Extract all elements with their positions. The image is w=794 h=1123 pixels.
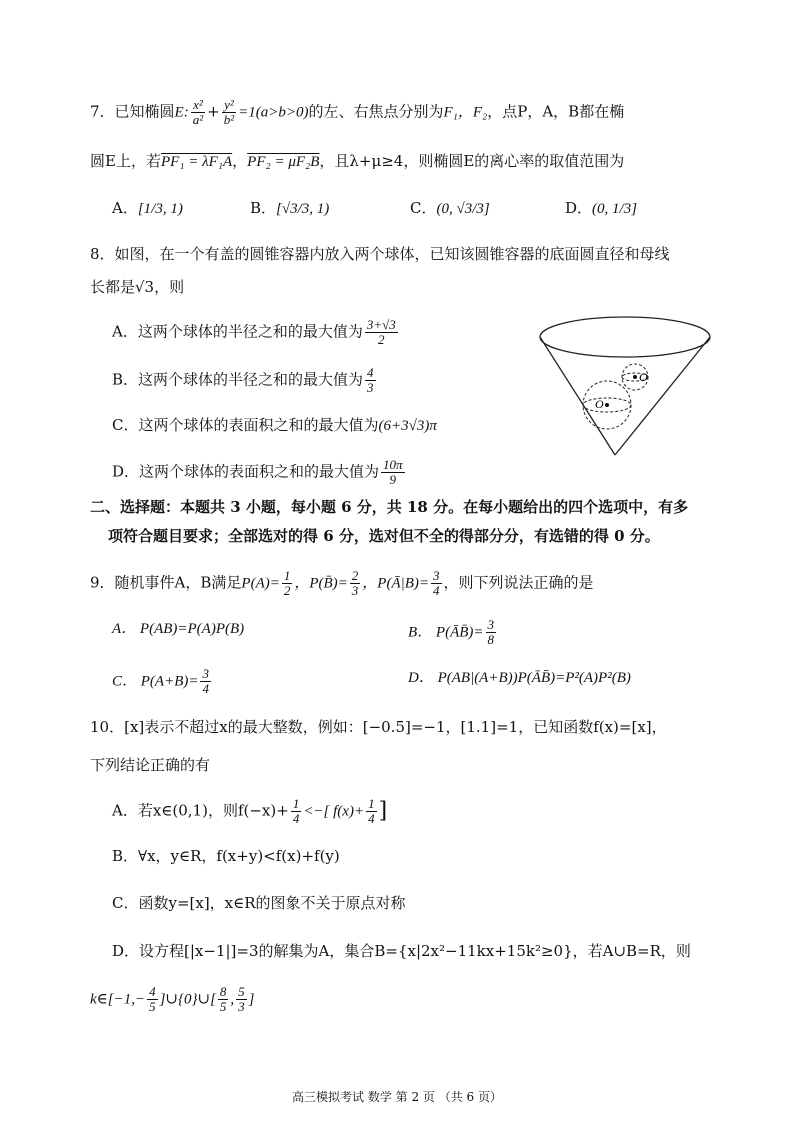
q7-text2: 的左、右焦点分别为 (308, 102, 444, 121)
q7-eq-rest: =1(a>b>0) (238, 104, 309, 121)
q10-option-d-line1: D．设方程[|x−1|]=3的解集为A，集合B={x|2x²−11kx+15k²≥0}，若A∪B=R，则 (112, 942, 691, 960)
q7-line1: 7．已知椭圆E: $\frac{\text{x²}}{\text{a²}}$ + $\frac{\text{y²}}{\text{b²}}$ =1(a>b>0)的左、右焦点分别为F₁，F₂，点P，A，B都在椭 (90, 97, 625, 127)
q7-option-c: C．(0, √3/3] (410, 199, 490, 217)
q7-frac-y: $\frac{\text{y²}}{\text{b²}}$ (223, 97, 235, 127)
q7-line2: 圆E上，若PF₁ = λF₁A，PF₂ = μF₂B，且λ+μ≥4，则椭圆E的离心率的取值范围为 (90, 152, 625, 170)
q9-stem: 9．随机事件A，B满足P(A)= $\frac{1}{2}$ ，P(B̄)= $\frac{2}{3}$ ，P(Ā|B)= $\frac{3}{4}$ ，则下列说法正确的是 (90, 568, 594, 598)
q8-line1: 8．如图，在一个有盖的圆锥容器内放入两个球体，已知该圆锥容器的底面圆直径和母线 (90, 245, 670, 263)
section2-line2: 项符合题目要求；全部选对的得 6 分，选对但不全的得部分分，有选错的得 0 分。 (108, 527, 660, 545)
q8-option-a: A．这两个球体的半径之和的最大值为 $\frac{3+√3}{2}$ (112, 317, 396, 347)
q10-line1: 10．[x]表示不超过x的最大整数，例如：[−0.5]=−1，[1.1]=1，已知函数f(x)=[x]， (90, 718, 667, 736)
q7-text5: ，且λ+μ≥4，则椭圆E的离心率的取值范围为 (319, 152, 625, 170)
label-o2: O (639, 370, 648, 384)
q7-text: 7．已知椭圆 (90, 102, 175, 121)
q8-option-c: C．这两个球体的表面积之和的最大值为(6+3√3)π (112, 416, 437, 434)
q7-cond2: PF₂ = μF₂B (247, 154, 320, 170)
q9-option-b: B． P(ĀB̄)= $\frac{3}{8}$ (408, 617, 495, 647)
q7-option-d: D．(0, 1/3] (565, 199, 638, 217)
cone-rim (540, 317, 710, 357)
cone-left-edge (540, 337, 615, 455)
q7-cond1: PF₁ = λF₁A (160, 154, 233, 170)
q7-text3: ，点P，A，B都在椭 (487, 102, 625, 121)
small-center-dot (633, 375, 637, 379)
q8-option-d: D．这两个球体的表面积之和的最大值为 $\frac{10\pi}{9}$ (112, 457, 403, 487)
page-footer: 高三模拟考试 数学 第 2 页 （共 6 页） (292, 1090, 502, 1104)
section2-line1: 二、选择题：本题共 3 小题，每小题 6 分，共 18 分。在每小题给出的四个选项中，有多 (90, 498, 689, 516)
q7-frac-x: $\frac{\text{x²}}{\text{a²}}$ (192, 97, 204, 127)
q8-line2: 长都是√3，则 (90, 278, 185, 296)
q10-option-d-line2: k∈[−1,− $\frac{4}{5}$ ]∪{0}∪[ $\frac{8}{5}$ , $\frac{5}{3}$ ] (90, 984, 255, 1014)
q7-option-b: B．[√3/3, 1) (250, 199, 330, 217)
q9-option-c: C． P(A+B)= $\frac{3}{4}$ (112, 666, 209, 696)
q10-line2: 下列结论正确的有 (90, 756, 211, 774)
label-o1: O (595, 397, 604, 411)
q7-text4: 圆E上，若 (90, 152, 161, 170)
q7-option-a: A．[1/3, 1) (112, 199, 183, 217)
cone-diagram (535, 315, 715, 465)
q9-option-d: D． P(AB|(A+B))P(ĀB̄)=P²(A)P²(B) (408, 670, 631, 686)
large-center-dot (605, 403, 609, 407)
q10-option-b: B．∀x，y∈R，f(x+y)<f(x)+f(y) (112, 847, 340, 865)
ellipse-name: E (174, 104, 184, 121)
q9-option-a: A． P(AB)=P(A)P(B) (112, 621, 245, 637)
q8-option-b: B．这两个球体的半径之和的最大值为 $\frac{4}{3}$ (112, 365, 374, 395)
q7-foci: F₁，F₂ (443, 104, 488, 121)
q10-option-a: A．若x∈(0,1)，则f(−x)+ $\frac{1}{4}$ <−[ f(x)+ $\frac{1}{4}$ ] (112, 796, 388, 826)
q10-option-c: C．函数y=[x]，x∈R的图象不关于原点对称 (112, 894, 406, 912)
